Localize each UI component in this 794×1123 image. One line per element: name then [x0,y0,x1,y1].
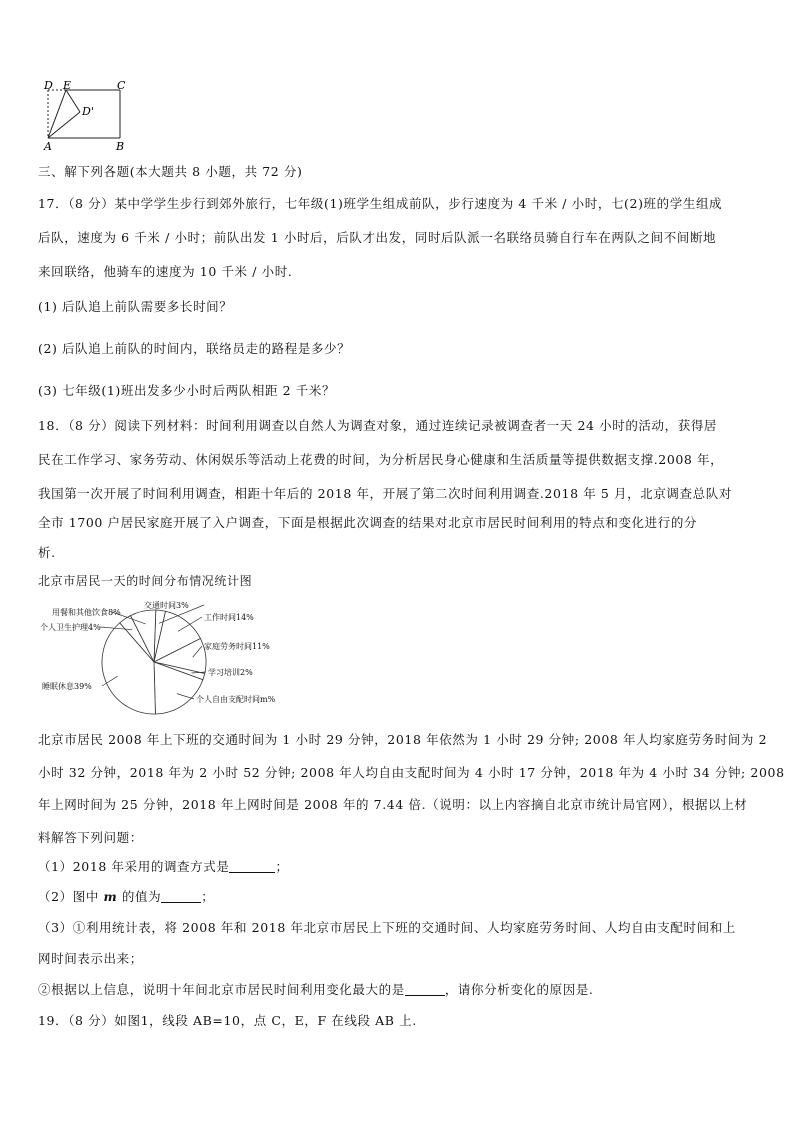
q18-question-1: （1）2018 年采用的调查方式是 ； [38,859,289,874]
label-B: B [116,140,125,152]
q17-line-3: 来回联络，他骑车的速度为 10 千米 / 小时. [38,264,293,279]
q18-text-4: 料解答下列问题： [38,830,143,845]
label-C: C [117,80,126,92]
label-E: E [63,80,72,92]
q18-line-4: 全市 1700 户居民家庭开展了入户调查，下面是根据此次调查的结果对北京市居民时间利用的特点和变化进行的分 [38,515,698,530]
q18-text-1: 北京市居民 2008 年上下班的交通时间为 1 小时 29 分钟，2018 年依然为 1 小时 29 分钟; 2008 年人均家庭劳务时间为 2 [38,732,768,747]
pie-slice-label: 工作时间14% [204,613,254,622]
q17-line-1: 17．（8 分）某中学学生步行到郊外旅行，七年级(1)班学生组成前队，步行速度为 4 千米 / 小时，七(2)班的学生组成 [38,196,723,211]
q17-line-2: 后队，速度为 6 千米 / 小时；前队出发 1 小时后，后队才出发，同时后队派一名联络员骑自行车在两队之间不间断地 [38,230,717,245]
answer-blank-2[interactable] [161,890,201,903]
section-title: 三、解下列各题(本大题共 8 小题，共 72 分) [38,164,303,179]
q18-question-3-line-1: （3）①利用统计表，将 2008 年和 2018 年北京市居民上下班的交通时间、人均家庭劳务时间、人均自由支配时间和上 [38,920,736,935]
pie-slice-label: 睡眠休息39% [42,682,92,691]
pie-slice-label: 用餐和其他饮食8% [52,608,121,617]
pie-slice-label: 交通时间3% [144,601,189,610]
q17-sub-3: (3) 七年级(1)班出发多少小时后两队相距 2 千米？ [38,383,336,398]
time-distribution-pie-chart [36,596,306,720]
q18-line-3: 我国第一次开展了时间利用调查，相距十年后的 2018 年，开展了第二次时间利用调查.2018 年 5 月，北京调查总队对 [38,486,732,501]
q17-sub-1: (1) 后队追上前队需要多长时间？ [38,299,233,314]
chart-title: 北京市居民一天的时间分布情况统计图 [38,574,253,588]
q18-line-2: 民在工作学习、家务劳动、休闲娱乐等活动上花费的时间，为分析居民身心健康和生活质量等提供数据支撑.2008 年， [38,452,724,467]
q18-text-3: 年上网时间为 25 分钟，2018 年上网时间是 2008 年的 7.44 倍.（说明：以上内容摘自北京市统计局官网），根据以上材 [38,797,748,812]
label-D: D [44,80,53,92]
q18-line-1: 18．（8 分）阅读下列材料：时间利用调查以自然人为调查对象，通过连续记录被调查者一天 24 小时的活动，获得居 [38,418,718,433]
q18-text-2: 小时 32 分钟，2018 年为 2 小时 52 分钟; 2008 年人均自由支配时间为 4 小时 17 分钟，2018 年为 4 小时 34 分钟; 2008 [38,765,785,780]
q18-question-3b: ②根据以上信息，说明十年间北京市居民时间利用变化最大的是 ，请你分析变化的原因是. [38,982,594,997]
q18-question-2: （2）图中 m 的值为 ； [38,889,215,904]
rectangle-fold-figure [36,80,136,152]
pie-slice-label: 个人卫生护理4% [40,623,101,632]
q17-sub-2: (2) 后队追上前队的时间内，联络员走的路程是多少？ [38,341,351,356]
q19-line-1: 19．（8 分）如图1，线段 AB=10，点 C，E，F 在线段 AB 上. [38,1013,417,1028]
q18-question-3-line-2: 网时间表示出来； [38,951,143,966]
pie-slice-label: 家庭劳务时间11% [204,642,270,651]
label-D-prime: D' [82,105,94,118]
pie-slice-label: 学习培训2% [208,668,253,677]
pie-slice-label: 个人自由支配时间m% [196,695,276,704]
answer-blank-3[interactable] [405,983,445,996]
answer-blank-1[interactable] [229,860,275,873]
q18-line-5: 析. [38,545,56,560]
label-A: A [44,140,52,152]
